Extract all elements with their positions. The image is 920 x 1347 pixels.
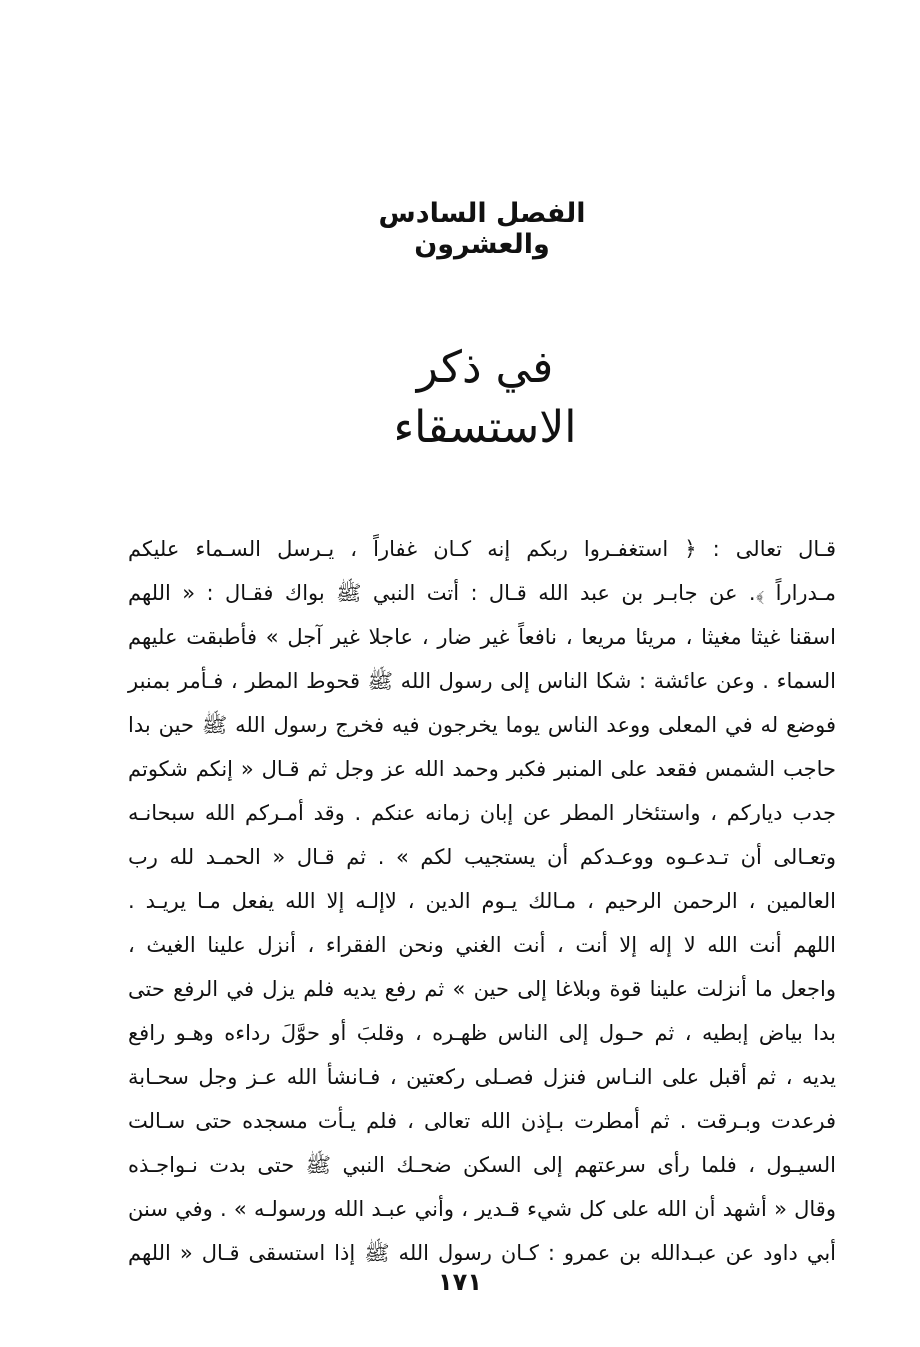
text-line: يديه ، ثم أقبل على النـاس فنزل فصـلى ركعتين ، فـانشأ الله عـز وجل سحـابة bbox=[128, 1065, 836, 1089]
text-line: واجعل ما أنزلت علينا قوة وبلاغا إلى حين » ثم رفع يديه فلم يزل في الرفع حتى bbox=[128, 977, 836, 1001]
text-line: فوضع له في المعلى ووعد الناس يوما يخرجون فيه فخرج رسول الله ﷺ حين بدا bbox=[128, 713, 836, 737]
text-line: جدب دياركم ، واستئخار المطر عن إبان زمانه عنكم . وقد أمـركم الله سبحانـه bbox=[128, 801, 836, 825]
text-line: قـال تعالى : ﴿ استغفـروا ربكم إنه كـان غفاراً ، يـرسل السـماء عليكم bbox=[128, 537, 836, 561]
text-line: اللهم أنت الله لا إله إلا أنت ، أنت الغني ونحن الفقراء ، أنزل علينا الغيث ، bbox=[128, 933, 836, 957]
text-line: وقال « أشهد أن الله على كل شيء قـدير ، وأني عبـد الله ورسولـه » . وفي سنن bbox=[128, 1197, 836, 1221]
text-line: أبي داود عن عبـدالله بن عمرو : كـان رسول الله ﷺ إذا استسقى قـال « اللهم bbox=[128, 1241, 836, 1265]
text-line: حاجب الشمس فقعد على المنبر فكبر وحمد الله عز وجل ثم قـال « إنكم شكوتم bbox=[128, 757, 836, 781]
text-line: العالمين ، الرحمن الرحيم ، مـالك يـوم الدين ، لاإلـه إلا الله يفعل مـا يريـد . bbox=[128, 889, 836, 913]
body-text bbox=[128, 527, 836, 1275]
text-line: بدا بياض إبطيه ، ثم حـول إلى الناس ظهـره ، وقلبَ أو حوَّلَ رداءه وهـو رافع bbox=[128, 1021, 836, 1045]
chapter-title: في ذكر الاستسقاء bbox=[393, 342, 577, 453]
text-line: فرعدت وبـرقت . ثم أمطرت بـإذن الله تعالى ، فلم يـأت مسجده حتى سـالت bbox=[128, 1109, 836, 1133]
chapter-heading: الفصل السادس والعشرون bbox=[378, 198, 586, 260]
text-line: السيـول ، فلما رأى سرعتهم إلى السكن ضحـك النبي ﷺ حتى بدت نـواجـذه bbox=[128, 1153, 836, 1177]
page-number: ١٧١ bbox=[438, 1268, 482, 1296]
text-line: اسقنا غيثا مغيثا ، مريئا مريعا ، نافعاً غير ضار ، عاجلا غير آجل » فأطبقت عليهم bbox=[128, 625, 836, 649]
text-line: مـدراراً ﴾. عن جابـر بن عبد الله قـال : أتت النبي ﷺ بواك فقـال : « اللهم bbox=[128, 581, 836, 605]
text-line: السماء . وعن عائشة : شكا الناس إلى رسول الله ﷺ قحوط المطر ، فـأمر بمنبر bbox=[128, 669, 836, 693]
text-line: وتعـالى أن تـدعـوه ووعـدكم أن يستجيب لكم » . ثم قـال « الحمـد لله رب bbox=[128, 845, 836, 869]
